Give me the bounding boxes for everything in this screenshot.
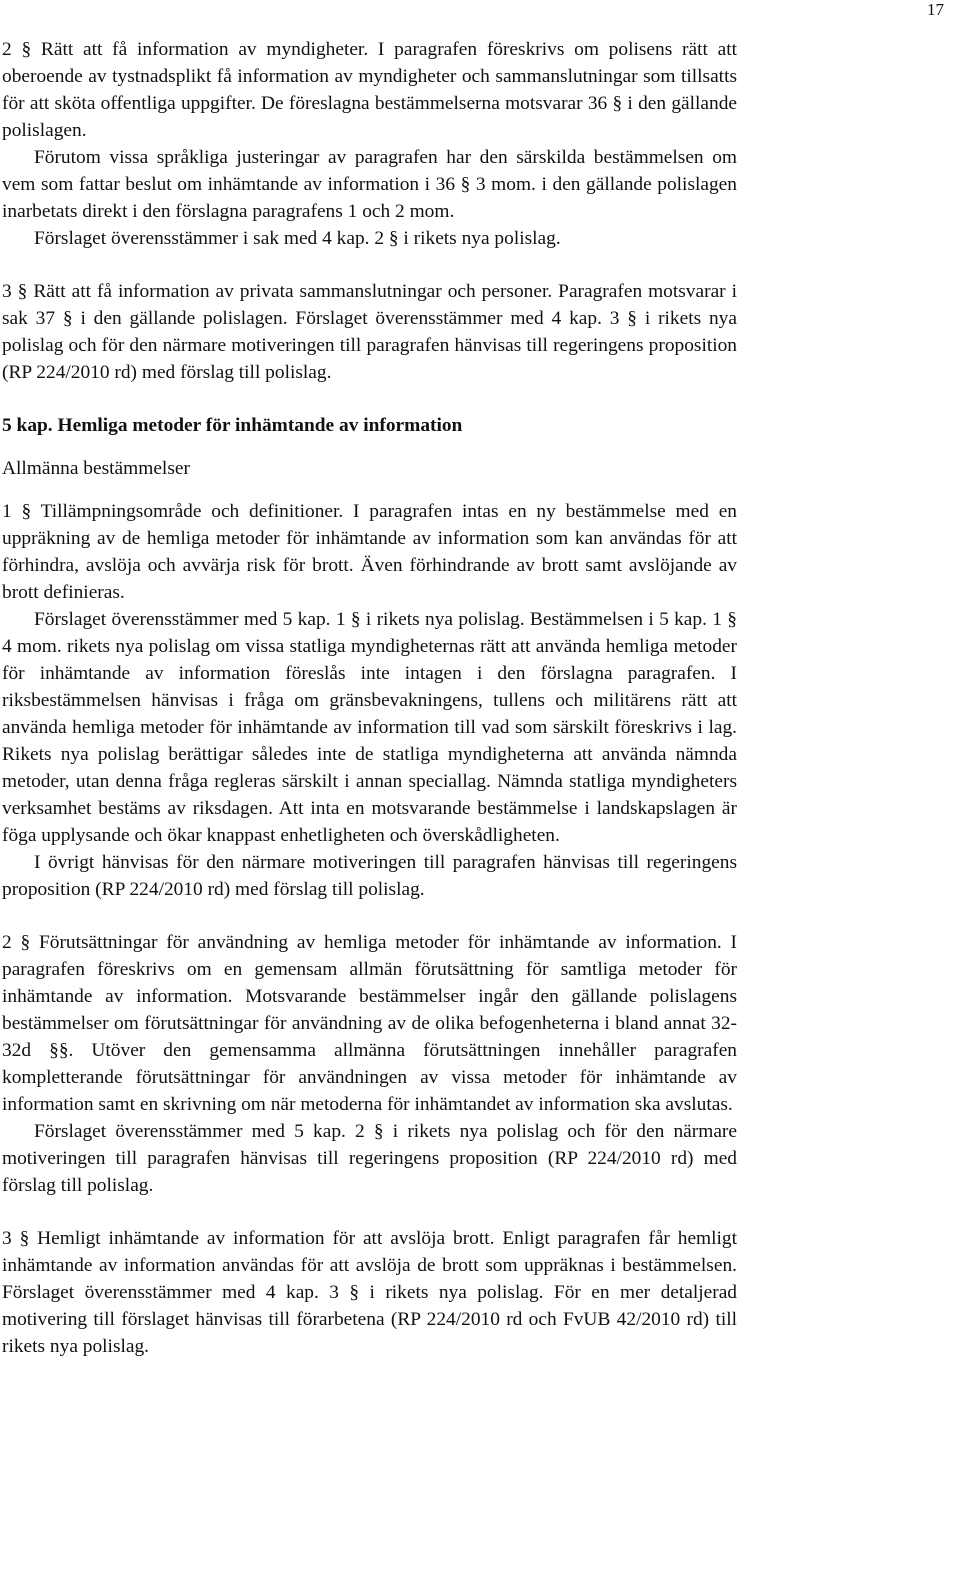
paragraph-gap	[2, 252, 737, 278]
paragraph: 1 § Tillämpningsområde och definitioner. I paragrafen intas en ny bestämmelse med en uppräkning av de hemliga metoder för inhämtande av information som kan användas för att förhindra, avslöja och avvärja risk för brott. Även förhindrande av brott samt avslöjande av brott definieras.	[2, 501, 737, 603]
paragraph: Förslaget överensstämmer i sak med 4 kap. 2 § i rikets nya polislag.	[34, 228, 561, 249]
paragraph: Förutom vissa språkliga justeringar av paragrafen har den särskilda bestämmelsen om vem som fattar beslut om inhämtande av information i 36 § 3 mom. i den gällande polislagen inarbetats direkt i den förslagna paragrafens 1 och 2 mom.	[2, 147, 737, 222]
paragraph: 3 § Hemligt inhämtande av information för att avslöja brott. Enligt paragrafen får hemligt inhämtande av information användas för att avslöja de brott som uppräknas i bestämmelsen. Förslaget överensstämmer med 4 kap. 3 § i rikets nya polislag. För en mer detaljerad motivering till förslaget hänvisas till förarbetena (RP 224/2010 rd och FvUB 42/2010 rd) till rikets nya polislag.	[2, 1228, 737, 1357]
chapter-heading: 5 kap. Hemliga metoder för inhämtande av information	[2, 415, 463, 436]
paragraph-gap	[2, 482, 737, 498]
paragraph-gap	[2, 1199, 737, 1225]
paragraph: 2 § Förutsättningar för användning av hemliga metoder för inhämtande av information. I paragrafen föreskrivs om en gemensam allmän förutsättning för samtliga metoder för inhämtande av information. Motsvarande bestämmelser ingår den gällande polislagens bestämmelser om förutsättningar för användning av de olika befogenheterna i bland annat 32-32d §§. Utöver den gemensamma allmänna förutsättningen innehåller paragrafen kompletterande förutsättningar för användningen av vissa metoder för inhämtande av information samt en skrivning om när metoderna för inhämtandet av information ska avslutas.	[2, 932, 737, 1115]
paragraph-gap	[2, 386, 737, 412]
document-body	[2, 36, 737, 1360]
paragraph-gap	[2, 903, 737, 929]
paragraph: Allmänna bestämmelser	[2, 458, 190, 479]
paragraph: Förslaget överensstämmer med 5 kap. 1 § i rikets nya polislag. Bestämmelsen i 5 kap. 1 § 4 mom. rikets nya polislag om vissa statliga myndigheternas rätt att använda hemliga metoder för inhämtande av information föreslås inte intagen i den förslagna paragrafen. I riksbestämmelsen hänvisas i fråga om gränsbevakningens, tullens och militärens rätt att använda hemliga metoder för inhämtande av information till vad som särskilt föreskrivs i lag. Rikets nya polislag berättigar således inte de statliga myndigheterna att använda nämnda metoder, utan denna fråga regleras särskilt i annan speciallag. Nämnda statliga myndigheters verksamhet bestäms av riksdagen. Att inta en motsvarande bestämmelse i landskapslagen är föga upplysande och ökar knappast enhetligheten och överskådligheten.	[2, 609, 737, 846]
paragraph: I övrigt hänvisas för den närmare motiveringen till paragrafen hänvisas till regeringens proposition (RP 224/2010 rd) med förslag till polislag.	[2, 852, 737, 900]
paragraph: Förslaget överensstämmer med 5 kap. 2 § i rikets nya polislag och för den närmare motiveringen till paragrafen hänvisas till regeringens proposition (RP 224/2010 rd) med förslag till polislag.	[2, 1121, 737, 1196]
paragraph-gap	[2, 439, 737, 455]
page-number: 17	[927, 0, 944, 19]
paragraph: 3 § Rätt att få information av privata sammanslutningar och personer. Paragrafen motsvarar i sak 37 § i den gällande polislagen. Förslaget överensstämmer med 4 kap. 3 § i rikets nya polislag och för den närmare motiveringen till paragrafen hänvisas till regeringens proposition (RP 224/2010 rd) med förslag till polislag.	[2, 281, 737, 383]
paragraph: 2 § Rätt att få information av myndigheter. I paragrafen föreskrivs om polisens rätt att oberoende av tystnadsplikt få information av myndigheter och sammanslutningar som tillsatts för att sköta offentliga uppgifter. De föreslagna bestämmelserna motsvarar 36 § i den gällande polislagen.	[2, 39, 737, 141]
